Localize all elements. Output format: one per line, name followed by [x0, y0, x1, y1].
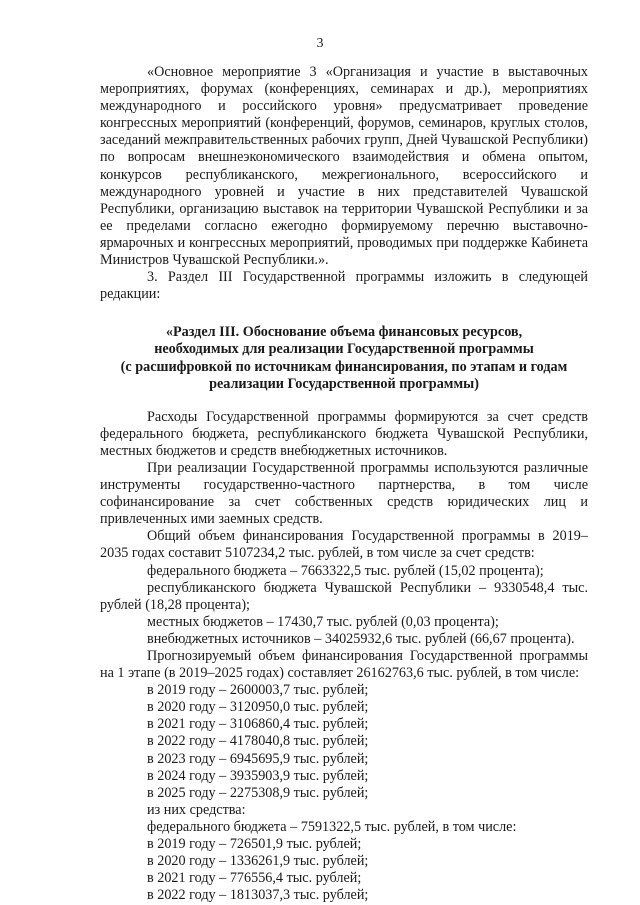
paragraph-partnership: При реализации Государственной программы используются различные инструменты государственно-частного партнерства, в том числе софинансирование за счет собственных средств юридических лиц и привлеченных ими заемных средств.: [100, 459, 588, 528]
federal-year-list: [100, 836, 588, 904]
heading-line: (с расшифровкой по источникам финансирования, по этапам и годам: [120, 358, 568, 375]
source-extrabudgetary: внебюджетных источников – 34025932,6 тыс. рублей (66,67 процента).: [147, 630, 575, 647]
paragraph-main-event-3: «Основное мероприятие 3 «Организация и участие в выставочных мероприятиях, форумах (конференциях, семинарах и др.), мероприятиях международного и российского уровня» предусматривает проведение конгрессных мероприятий (конференций, форумов, семинаров, круглых столов, заседаний межправительственных рабочих групп, Дней Чувашской Республики) по вопросам внешнеэкономического взаимодействия и обмена опытом, конкурсов республиканского, межрегионального, всероссийского и международного уровней и участие в них представителей Чувашской Республики, организацию выставок на территории Чувашской Республики и за ее пределами согласно ежегодно формируемому перечню выставочно-ярмарочных и конгрессных мероприятий, проводимых при поддержке Кабинета Министров Чувашской Республики.».: [100, 64, 588, 269]
paragraph-stage1: Прогнозируемый объем финансирования Государственной программы на 1 этапе (в 2019–2025 годах) составляет 26162763,6 тыс. рублей, в том числе:: [100, 648, 588, 682]
stage1-year-list: [100, 682, 588, 802]
paragraph-section-amendment: 3. Раздел III Государственной программы изложить в следующей редакции:: [100, 269, 588, 303]
year-line: в 2025 году – 2275308,9 тыс. рублей;: [147, 784, 369, 801]
source-republican: республиканского бюджета Чувашской Республики – 9330548,4 тыс. рублей (18,28 процента);: [100, 579, 588, 613]
year-line: в 2022 году – 1813037,3 тыс. рублей;: [147, 887, 369, 904]
year-line: в 2021 году – 3106860,4 тыс. рублей;: [147, 716, 369, 733]
year-line: в 2023 году – 6945695,9 тыс. рублей;: [147, 750, 369, 767]
of-which-label: из них средства:: [147, 801, 246, 818]
document-body: [100, 64, 588, 904]
year-line: в 2020 году – 3120950,0 тыс. рублей;: [147, 699, 369, 716]
paragraph-total-funding: Общий объем финансирования Государственной программы в 2019–2035 годах составит 5107234,2 тыс. рублей, в том числе за счет средств:: [100, 528, 588, 562]
paragraph-expenses: Расходы Государственной программы формируются за счет средств федерального бюджета, республиканского бюджета Чувашской Республики, местных бюджетов и средств внебюджетных источников.: [100, 408, 588, 459]
year-line: в 2020 году – 1336261,9 тыс. рублей;: [147, 853, 369, 870]
year-line: в 2019 году – 726501,9 тыс. рублей;: [147, 836, 362, 853]
source-local: местных бюджетов – 17430,7 тыс. рублей (0,03 процента);: [147, 613, 499, 630]
section-heading: [100, 324, 588, 392]
heading-line: необходимых для реализации Государственной программы: [154, 341, 534, 358]
heading-line: «Раздел III. Обоснование объема финансовых ресурсов,: [165, 324, 523, 341]
page-number: 3: [316, 36, 324, 51]
year-line: в 2024 году – 3935903,9 тыс. рублей;: [147, 767, 369, 784]
year-line: в 2019 году – 2600003,7 тыс. рублей;: [147, 682, 369, 699]
federal-stage1: федерального бюджета – 7591322,5 тыс. рублей, в том числе:: [147, 818, 517, 835]
year-line: в 2021 году – 776556,4 тыс. рублей;: [147, 870, 362, 887]
source-federal: федерального бюджета – 7663322,5 тыс. рублей (15,02 процента);: [147, 562, 544, 579]
year-line: в 2022 году – 4178040,8 тыс. рублей;: [147, 733, 369, 750]
heading-line: реализации Государственной программы): [209, 375, 479, 392]
